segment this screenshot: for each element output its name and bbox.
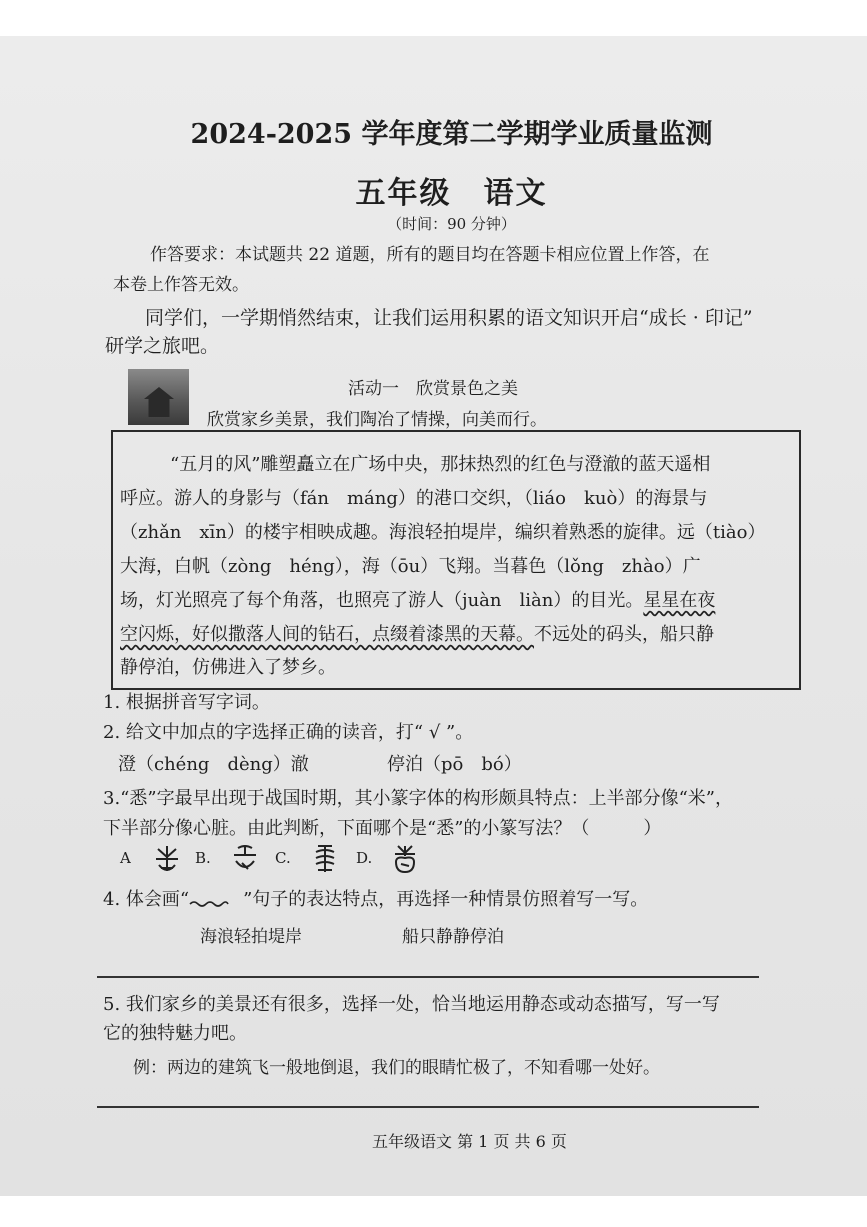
wavy-sentence-part-1: 星星在夜	[643, 590, 716, 611]
intro-line-1: 同学们，一学期悄然结束，让我们运用积累的语文知识开启“成长 · 印记”	[145, 307, 753, 329]
answer-line-5	[97, 1106, 759, 1108]
passage-line-6	[120, 620, 714, 646]
activity-subtitle: 欣赏家乡美景，我们陶冶了情操，向美而行。	[207, 410, 547, 430]
question-2-option-2: 停泊（pō bó）	[387, 754, 522, 775]
passage-line-3: （zhǎn xīn）的楼宇相映成趣。海浪轻拍堤岸，编织着熟悉的旋律。远（tiào）	[120, 522, 766, 543]
question-4-scene-2: 船只静静停泊	[402, 927, 504, 947]
activity-title: 活动一 欣赏景色之美	[348, 379, 518, 399]
passage-line-4: 大海，白帆（zòng héng），海（ōu）飞翔。当暮色（lǒng zhào）广	[120, 556, 701, 577]
passage-line-5-text: 场，灯光照亮了每个角落，也照亮了游人（juàn liàn）的目光。	[120, 590, 644, 611]
question-4-scene-1: 海浪轻拍堤岸	[200, 927, 302, 947]
passage-line-7: 静停泊，仿佛进入了梦乡。	[120, 657, 336, 678]
passage-line-6-text: 不远处的码头，船只静	[534, 624, 714, 645]
passage-line-5	[120, 586, 715, 612]
passage-line-2: 呼应。游人的身影与（fán máng）的港口交织，（liáo kuò）的海景与	[120, 488, 708, 509]
question-1: 1. 根据拼音写字词。	[103, 692, 270, 713]
question-3-line-2: 下半部分像心脏。由此判断，下面哪个是“悉”的小篆写法？（ ）	[103, 818, 662, 839]
seal-script-c-glyph	[308, 842, 342, 876]
page-footer: 五年级语文 第 1 页 共 6 页	[372, 1132, 567, 1151]
question-3-line-1: 3.“悉”字最早出现于战国时期，其小篆字体的构形颇具特点：上半部分像“米”，	[103, 788, 733, 809]
question-5-line-2: 它的独特魅力吧。	[103, 1023, 247, 1044]
question-2: 2. 给文中加点的字选择正确的读音，打“ √ ”。	[103, 722, 474, 743]
passage-line-1: “五月的风”雕塑矗立在广场中央，那抹热烈的红色与澄澈的蓝天遥相	[170, 454, 711, 475]
exam-subtitle: 五年级 语文	[355, 176, 548, 211]
question-5-line-1: 5. 我们家乡的美景还有很多，选择一处，恰当地运用静态或动态描写，写一写	[103, 994, 720, 1015]
instructions-line-2: 本卷上作答无效。	[113, 275, 249, 295]
seal-script-a-glyph	[150, 843, 184, 875]
option-d-label: D.	[356, 849, 373, 867]
activity-photo	[128, 369, 189, 425]
question-2-option-1: 澄（chéng dèng）澈	[118, 754, 309, 775]
exam-title: 2024-2025 学年度第二学期学业质量监测	[190, 119, 713, 150]
answer-line-4	[97, 976, 759, 978]
exam-time: （时间：90 分钟）	[387, 215, 516, 233]
wavy-line-sample	[188, 898, 230, 910]
intro-line-2: 研学之旅吧。	[105, 335, 220, 357]
question-5-example: 例：两边的建筑飞一般地倒退，我们的眼睛忙极了，不知看哪一处好。	[133, 1058, 660, 1078]
question-4: 4. 体会画“ ”句子的表达特点，再选择一种情景仿照着写一写。	[103, 889, 649, 910]
option-a-label: A	[120, 849, 131, 867]
option-c-label: C.	[275, 849, 291, 867]
seal-script-b-glyph	[228, 843, 262, 875]
building-silhouette	[144, 387, 174, 417]
wavy-sentence-part-2: 空闪烁，好似撒落人间的钻石，点缀着漆黑的天幕。	[120, 624, 534, 645]
option-b-label: B.	[195, 849, 211, 867]
instructions-line-1: 作答要求：本试题共 22 道题，所有的题目均在答题卡相应位置上作答，在	[150, 245, 710, 265]
seal-script-d-glyph	[388, 842, 422, 876]
